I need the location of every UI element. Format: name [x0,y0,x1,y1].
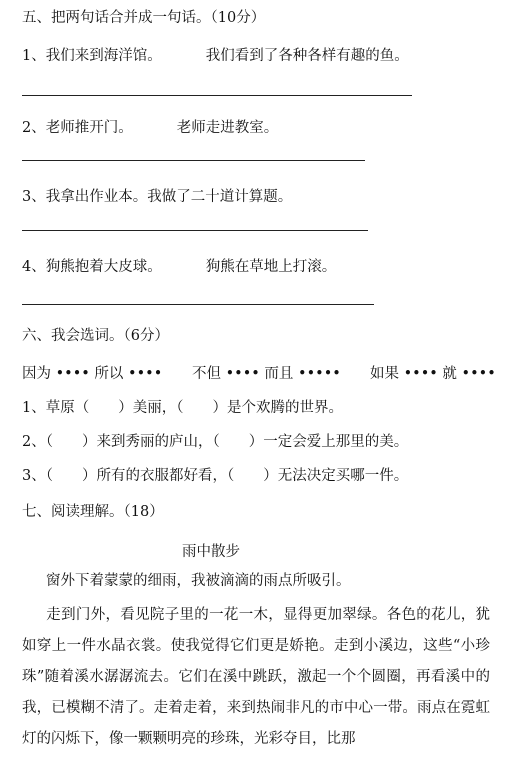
passage-paragraph-1 [22,566,490,597]
section5-item-4 [22,257,336,277]
item-4-sentence-a: 4、狗熊抱着大皮球。 [22,259,162,275]
passage-title-text: 雨中散步 [182,544,240,560]
item-4-sentence-b: 狗熊在草地上打滚。 [205,259,337,275]
item-3-sentence-b: 我做了二十道计算题。 [147,189,293,205]
answer-line-1 [22,95,412,96]
section6-item-3: 3、（ ）所有的衣服都好看，（ ）无法决定买哪一件。 [22,468,409,484]
passage-paragraph-2-text: 走到门外，看见院子里的一花一木，显得更加翠绿。各色的花儿，犹如穿上一件水晶衣裳。使我觉得它们更是娇艳。走到小溪边，这些“小珍珠”随着溪水潺潺流去。它们在溪中跳跃，激起一个个圆圈，再看溪中的我，已模糊不清了。走着走着，来到热闹非凡的市中心一带。雨点在霓虹灯的闪烁下，像一颗颗明亮的珍珠，光彩夺目，比那 [22,607,490,747]
item-2-sentence-a: 2、老师推开门。 [22,120,133,136]
passage-paragraph-1-text: 窗外下着蒙蒙的细雨，我被滴滴的雨点所吸引。 [46,573,351,589]
answer-line-3 [22,230,368,231]
item-3-sentence-a: 3、我拿出作业本。 [22,189,148,205]
answer-line-2 [22,160,365,161]
item-2-sentence-b: 老师走进教室。 [176,120,279,136]
item-1-sentence-a: 1、我们来到海洋馆。 [22,48,162,64]
section5-item-2 [22,118,278,138]
word-option-3: 如果 •••• 就 •••• [370,366,496,382]
passage-paragraph-2 [22,600,490,755]
word-option-1: 因为 •••• 所以 •••• [22,366,163,382]
section5-item-3 [22,187,292,207]
word-option-2: 不但 •••• 而且 ••••• [192,366,341,382]
section7-heading: 七、阅读理解。（18） [22,504,164,520]
section6-heading: 六、我会选词。（6分） [22,328,169,344]
section5-heading: 五、把两句话合并成一句话。（10分） [22,10,266,26]
section6-item-2: 2、（ ）来到秀丽的庐山，（ ）一定会爱上那里的美。 [22,434,409,450]
answer-line-4 [22,304,374,305]
section6-item-1: 1、草原（ ）美丽，（ ）是个欢腾的世界。 [22,400,343,416]
item-1-sentence-b: 我们看到了各种各样有趣的鱼。 [205,48,409,64]
passage-title [0,540,510,561]
section5-item-1 [22,46,409,66]
